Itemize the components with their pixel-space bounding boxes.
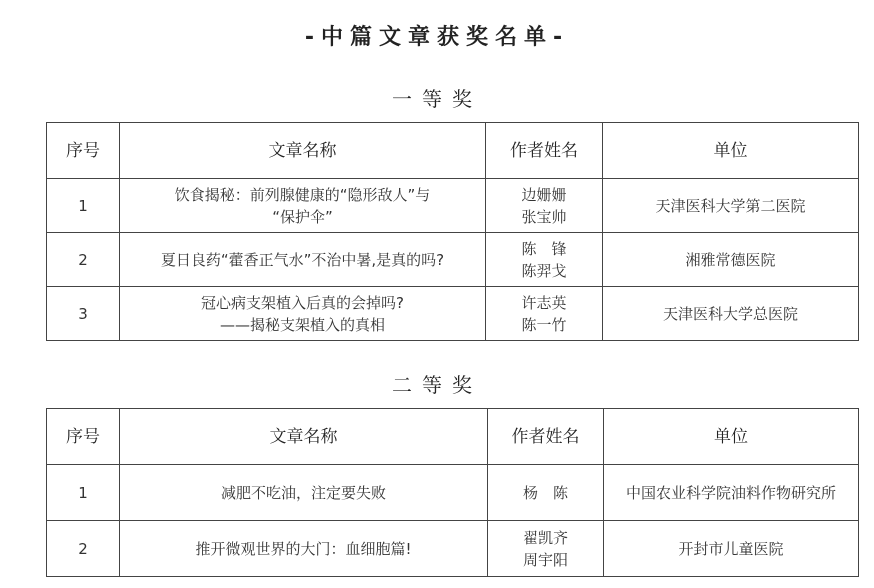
table-header-row bbox=[47, 123, 859, 179]
row-index: 2 bbox=[47, 233, 120, 287]
row-authors bbox=[488, 521, 604, 577]
author-name: 陈一竹 bbox=[521, 315, 567, 334]
row-index: 2 bbox=[47, 521, 120, 577]
row-article-title bbox=[120, 521, 488, 577]
header-unit: 单位 bbox=[604, 409, 859, 465]
row-authors bbox=[486, 287, 603, 341]
row-authors bbox=[486, 179, 603, 233]
row-index: 1 bbox=[47, 179, 120, 233]
author-name: 张宝帅 bbox=[521, 207, 567, 226]
article-title-line: 冠心病支架植入后真的会掉吗? bbox=[201, 293, 404, 312]
table-row bbox=[47, 233, 859, 287]
row-unit: 中国农业科学院油料作物研究所 bbox=[604, 465, 859, 521]
header-article: 文章名称 bbox=[120, 123, 486, 179]
header-index: 序号 bbox=[47, 409, 120, 465]
row-unit: 湘雅常德医院 bbox=[603, 233, 859, 287]
row-unit: 天津医科大学第二医院 bbox=[603, 179, 859, 233]
row-authors bbox=[488, 465, 604, 521]
article-title-line: 减肥不吃油，注定要失败 bbox=[220, 483, 386, 502]
row-article-title bbox=[120, 287, 486, 341]
row-article-title bbox=[120, 179, 486, 233]
article-title-line: 夏日良药“藿香正气水”不治中暑,是真的吗? bbox=[160, 250, 445, 269]
second-prize-heading: 二等奖 bbox=[392, 373, 482, 397]
row-index: 3 bbox=[47, 287, 120, 341]
header-unit: 单位 bbox=[603, 123, 859, 179]
row-article-title bbox=[120, 465, 488, 521]
row-unit: 开封市儿童医院 bbox=[604, 521, 859, 577]
second-prize-table bbox=[46, 408, 859, 577]
article-title-line: ——揭秘支架植入的真相 bbox=[219, 315, 385, 334]
author-name: 翟凯齐 bbox=[522, 528, 568, 547]
table-row bbox=[47, 465, 859, 521]
article-title-line: “保护伞” bbox=[272, 207, 333, 226]
author-name: 陈羿戈 bbox=[521, 261, 567, 280]
author-name: 边姗姗 bbox=[521, 185, 567, 204]
row-article-title bbox=[120, 233, 486, 287]
row-authors bbox=[486, 233, 603, 287]
article-title-line: 推开微观世界的大门：血细胞篇! bbox=[195, 539, 412, 558]
header-authors: 作者姓名 bbox=[486, 123, 603, 179]
header-authors: 作者姓名 bbox=[488, 409, 604, 465]
author-name: 许志英 bbox=[521, 293, 567, 312]
author-name: 陈 锋 bbox=[521, 239, 567, 258]
first-prize-heading: 一等奖 bbox=[392, 87, 482, 111]
author-name: 杨 陈 bbox=[522, 483, 568, 502]
row-index: 1 bbox=[47, 465, 120, 521]
table-row bbox=[47, 179, 859, 233]
table-header-row bbox=[47, 409, 859, 465]
row-unit: 天津医科大学总医院 bbox=[603, 287, 859, 341]
page-title: -中篇文章获奖名单- bbox=[304, 25, 570, 50]
header-index: 序号 bbox=[47, 123, 120, 179]
article-title-line: 饮食揭秘：前列腺健康的“隐形敌人”与 bbox=[174, 185, 431, 204]
header-article: 文章名称 bbox=[120, 409, 488, 465]
table-row bbox=[47, 287, 859, 341]
table-row bbox=[47, 521, 859, 577]
author-name: 周宇阳 bbox=[522, 550, 568, 569]
first-prize-table bbox=[46, 122, 859, 341]
